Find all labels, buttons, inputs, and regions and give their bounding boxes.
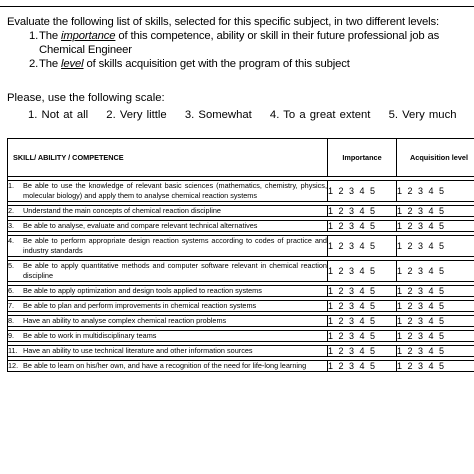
acquisition-rating[interactable]: 1 2 3 4 5: [397, 331, 474, 342]
acquisition-rating[interactable]: 1 2 3 4 5: [397, 361, 474, 372]
skill-text: Be able to learn on his/her own, and have a recognition of the need for life-long learning: [23, 361, 307, 370]
skill-cell: [8, 346, 328, 357]
table-row: [8, 236, 474, 257]
skill-cell: [8, 221, 328, 232]
scale-option: 1. Not at all: [28, 109, 89, 121]
importance-rating[interactable]: 1 2 3 4 5: [328, 181, 397, 202]
skill-number: 7.: [8, 301, 15, 310]
acquisition-rating[interactable]: 1 2 3 4 5: [397, 261, 474, 282]
skill-cell: [8, 301, 328, 312]
acquisition-rating[interactable]: 1 2 3 4 5: [397, 221, 474, 232]
importance-rating[interactable]: 1 2 3 4 5: [328, 331, 397, 342]
skills-table: [7, 138, 474, 372]
skill-number: 5.: [8, 261, 15, 270]
skill-text: Be able to perform appropriate design reaction systems according to codes of practice and industry standards: [23, 236, 327, 255]
skill-cell: [8, 286, 328, 297]
instruction-text: The: [39, 30, 59, 42]
skill-number: 4.: [8, 236, 15, 245]
skill-text: Be able to work in multidisciplinary teams: [23, 331, 157, 340]
skill-cell: [8, 261, 328, 282]
skill-cell: [8, 206, 328, 217]
instructions-list: [7, 29, 472, 71]
skill-number: 12.: [8, 361, 19, 370]
skill-number: 6.: [8, 286, 15, 295]
skill-cell: [8, 181, 328, 202]
scale-option: 2. Very little: [106, 109, 167, 121]
table-body: [8, 177, 474, 372]
skill-number: 9.: [8, 331, 15, 340]
acquisition-rating[interactable]: 1 2 3 4 5: [397, 316, 474, 327]
table-row: [8, 261, 474, 282]
table-row: [8, 316, 474, 327]
skill-text: Be able to apply quantitative methods and computer software relevant in chemical reaction discipline: [23, 261, 327, 280]
importance-rating[interactable]: 1 2 3 4 5: [328, 361, 397, 372]
importance-rating[interactable]: 1 2 3 4 5: [328, 261, 397, 282]
scale-option: 4. To a great extent: [269, 109, 371, 121]
skill-number: 2.: [8, 206, 15, 215]
instruction-number: 2.: [29, 58, 39, 70]
skill-text: Understand the main concepts of chemical reaction discipline: [23, 206, 221, 215]
skill-number: 8.: [8, 316, 15, 325]
instruction-text: The: [39, 58, 59, 70]
skill-number: 1.: [8, 181, 15, 190]
scale-options: [28, 109, 471, 121]
acquisition-rating[interactable]: 1 2 3 4 5: [397, 181, 474, 202]
importance-rating[interactable]: 1 2 3 4 5: [328, 221, 397, 232]
table-row: [8, 286, 474, 297]
skill-text: Have an ability to analyse complex chemical reaction problems: [23, 316, 227, 325]
table-row: [8, 181, 474, 202]
skill-cell: [8, 236, 328, 257]
scale-option: 3. Somewhat: [184, 109, 252, 121]
table-row: [8, 331, 474, 342]
table-row: [8, 346, 474, 357]
importance-rating[interactable]: 1 2 3 4 5: [328, 286, 397, 297]
instruction-item-level: [7, 57, 472, 71]
instruction-text: of this competence, ability or skill in their future professional job as: [118, 30, 440, 42]
instruction-keyword-level: level: [61, 58, 84, 70]
importance-rating[interactable]: 1 2 3 4 5: [328, 206, 397, 217]
importance-rating[interactable]: 1 2 3 4 5: [328, 316, 397, 327]
acquisition-rating[interactable]: 1 2 3 4 5: [397, 286, 474, 297]
skill-cell: [8, 316, 328, 327]
instruction-text: of skills acquisition get with the program of this subject: [86, 58, 350, 70]
acquisition-rating[interactable]: 1 2 3 4 5: [397, 206, 474, 217]
instruction-text: Chemical Engineer: [39, 44, 132, 56]
table-row: [8, 301, 474, 312]
instructions-lead: Evaluate the following list of skills, selected for this specific subject, in two different levels:: [7, 16, 440, 28]
instruction-item-importance: [7, 29, 472, 43]
instructions: [7, 15, 472, 71]
acquisition-rating[interactable]: 1 2 3 4 5: [397, 346, 474, 357]
skill-text: Be able to plan and perform improvements in chemical reaction systems: [23, 301, 257, 310]
skill-number: 11.: [8, 346, 18, 355]
table-row: [8, 361, 474, 372]
skill-cell: [8, 331, 328, 342]
table-row: [8, 221, 474, 232]
header-importance: Importance: [328, 139, 397, 177]
importance-rating[interactable]: 1 2 3 4 5: [328, 236, 397, 257]
instruction-number: 1.: [29, 30, 39, 42]
skill-text: Be able to apply optimization and design tools applied to reaction systems: [23, 286, 262, 295]
instruction-keyword-importance: importance: [61, 30, 116, 42]
skill-text: Have an ability to use technical literature and other information sources: [23, 346, 253, 355]
importance-rating[interactable]: 1 2 3 4 5: [328, 346, 397, 357]
scale-option: 5. Very much: [388, 109, 457, 121]
header-acquisition: Acquisition level: [397, 139, 474, 177]
skill-number: 3.: [8, 221, 15, 230]
importance-rating[interactable]: 1 2 3 4 5: [328, 301, 397, 312]
acquisition-rating[interactable]: 1 2 3 4 5: [397, 301, 474, 312]
instruction-item-importance-cont: [7, 43, 472, 57]
skill-cell: [8, 361, 328, 372]
skill-text: Be able to analyse, evaluate and compare relevant technical alternatives: [23, 221, 258, 230]
table-row: [8, 206, 474, 217]
scale-title: Please, use the following scale:: [7, 92, 165, 104]
acquisition-rating[interactable]: 1 2 3 4 5: [397, 236, 474, 257]
header-skill: SKILL/ ABILITY / COMPETENCE: [8, 139, 328, 177]
page-top-border: [0, 0, 474, 7]
table-header-row: [8, 139, 474, 177]
skill-text: Be able to use the knowledge of relevant basic sciences (mathematics, chemistry, physics, molecular biology) and apply them to analyse chemical reaction systems: [23, 181, 327, 200]
